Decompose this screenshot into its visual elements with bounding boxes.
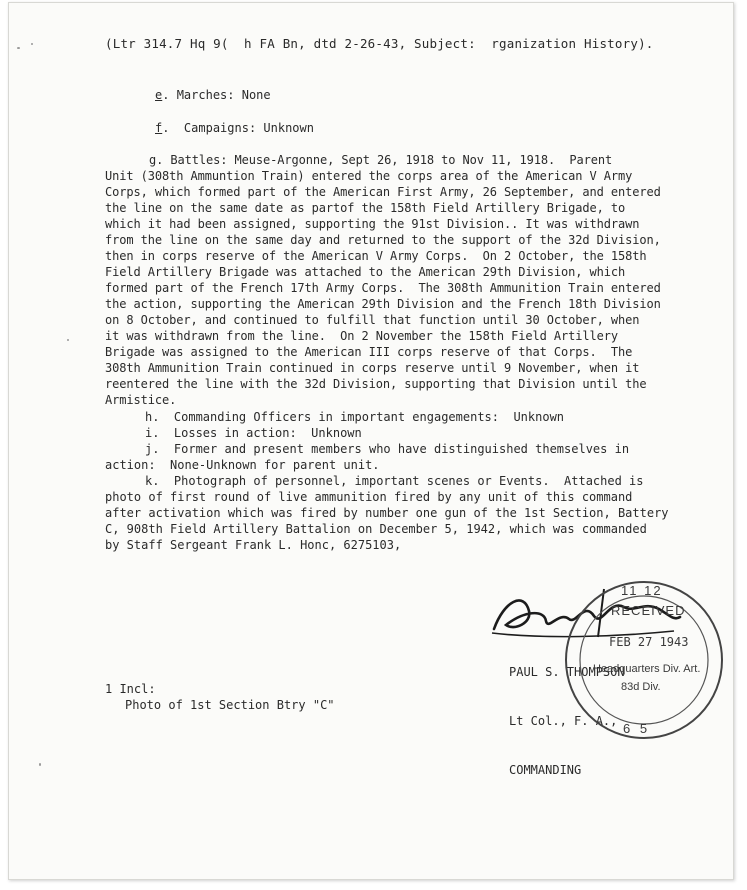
stamp-received: RECEIVED	[611, 603, 686, 618]
enclosure-item: Photo of 1st Section Btry "C"	[125, 698, 335, 712]
stamp-rings	[559, 575, 729, 745]
item-separator: .	[162, 88, 170, 102]
scan-speck	[31, 43, 33, 45]
body-line: reentered the line with the 32d Division, supporting that Division until the	[105, 377, 647, 391]
signer-name: PAUL S. THOMPSON	[509, 665, 625, 679]
item-text: Marches: None	[169, 88, 271, 102]
item-photograph-cont: after activation which was fired by number one gun of the 1st Section, Battery	[105, 506, 669, 520]
signer-title: COMMANDING	[509, 763, 582, 777]
item-letter: e	[155, 88, 163, 102]
item-campaigns	[155, 120, 314, 136]
body-line: from the line on the same day and returned to the support of the 32d Division,	[105, 233, 661, 247]
body-line: formed part of the French 17th Army Corps. The 308th Ammunition Train entered	[105, 281, 661, 295]
body-line: Brigade was assigned to the American III corps reserve of that Corps. The	[105, 345, 633, 359]
letter-header: (Ltr 314.7 Hq 9( h FA Bn, dtd 2-26-43, Subject: rganization History).	[105, 36, 654, 51]
enclosure-label: 1 Incl:	[105, 682, 156, 696]
body-line: Armistice.	[105, 393, 177, 407]
scan-speck	[17, 47, 20, 49]
body-line: Field Artillery Brigade was attached to the American 29th Division, which	[105, 265, 626, 279]
body-line: on 8 October, and continued to fulfill that function until 30 October, when	[105, 313, 640, 327]
scan-speck	[39, 763, 41, 766]
item-photograph: k. Photograph of personnel, important scenes or Events. Attached is	[145, 474, 644, 488]
item-photograph-cont: photo of first round of live ammunition fired by any unit of this command	[105, 490, 633, 504]
stamp-clock-top: 11 12	[621, 583, 663, 598]
body-line: g. Battles: Meuse-Argonne, Sept 26, 1918 to Nov 11, 1918. Parent	[149, 153, 613, 167]
body-line: the action, supporting the American 29th Division and the French 18th Division	[105, 297, 661, 311]
body-line: Corps, which formed part of the American First Army, 26 September, and entered	[105, 185, 661, 199]
item-marches	[155, 87, 271, 103]
body-line: Unit (308th Ammuntion Train) entered the corps area of the American V Army	[105, 169, 633, 183]
stamp-date: FEB 27 1943	[609, 635, 689, 649]
body-line: it was withdrawn from the line. On 2 November the 158th Field Artillery	[105, 329, 618, 343]
item-letter: f	[155, 121, 163, 135]
scan-speck	[67, 339, 69, 341]
item-members-cont: action: None-Unknown for parent unit.	[105, 458, 380, 472]
received-stamp	[559, 575, 729, 745]
stamp-headquarters: Headquarters Div. Art.	[593, 663, 701, 675]
document-page	[8, 2, 734, 880]
item-members: j. Former and present members who have distinguished themselves in	[145, 442, 630, 456]
item-separator: .	[162, 121, 170, 135]
signer-rank: Lt Col., F. A.,	[509, 714, 618, 728]
item-photograph-cont: by Staff Sergeant Frank L. Honc, 6275103,	[105, 538, 402, 552]
body-line: which it had been assigned, supporting the 91st Division.. It was withdrawn	[105, 217, 640, 231]
item-photograph-cont: C, 908th Field Artillery Battalion on December 5, 1942, which was commanded	[105, 522, 647, 536]
stamp-clock-bottom: 6 5	[623, 721, 651, 736]
body-line: 308th Ammunition Train continued in corps reserve until 9 November, when it	[105, 361, 640, 375]
item-officers: h. Commanding Officers in important engagements: Unknown	[145, 410, 565, 424]
body-line: then in corps reserve of the American V Army Corps. On 2 October, the 158th	[105, 249, 647, 263]
stamp-division: 83d Div.	[621, 681, 661, 693]
body-line: the line on the same date as partof the 158th Field Artillery Brigade, to	[105, 201, 626, 215]
item-text: Campaigns: Unknown	[169, 121, 314, 135]
item-losses: i. Losses in action: Unknown	[145, 426, 362, 440]
